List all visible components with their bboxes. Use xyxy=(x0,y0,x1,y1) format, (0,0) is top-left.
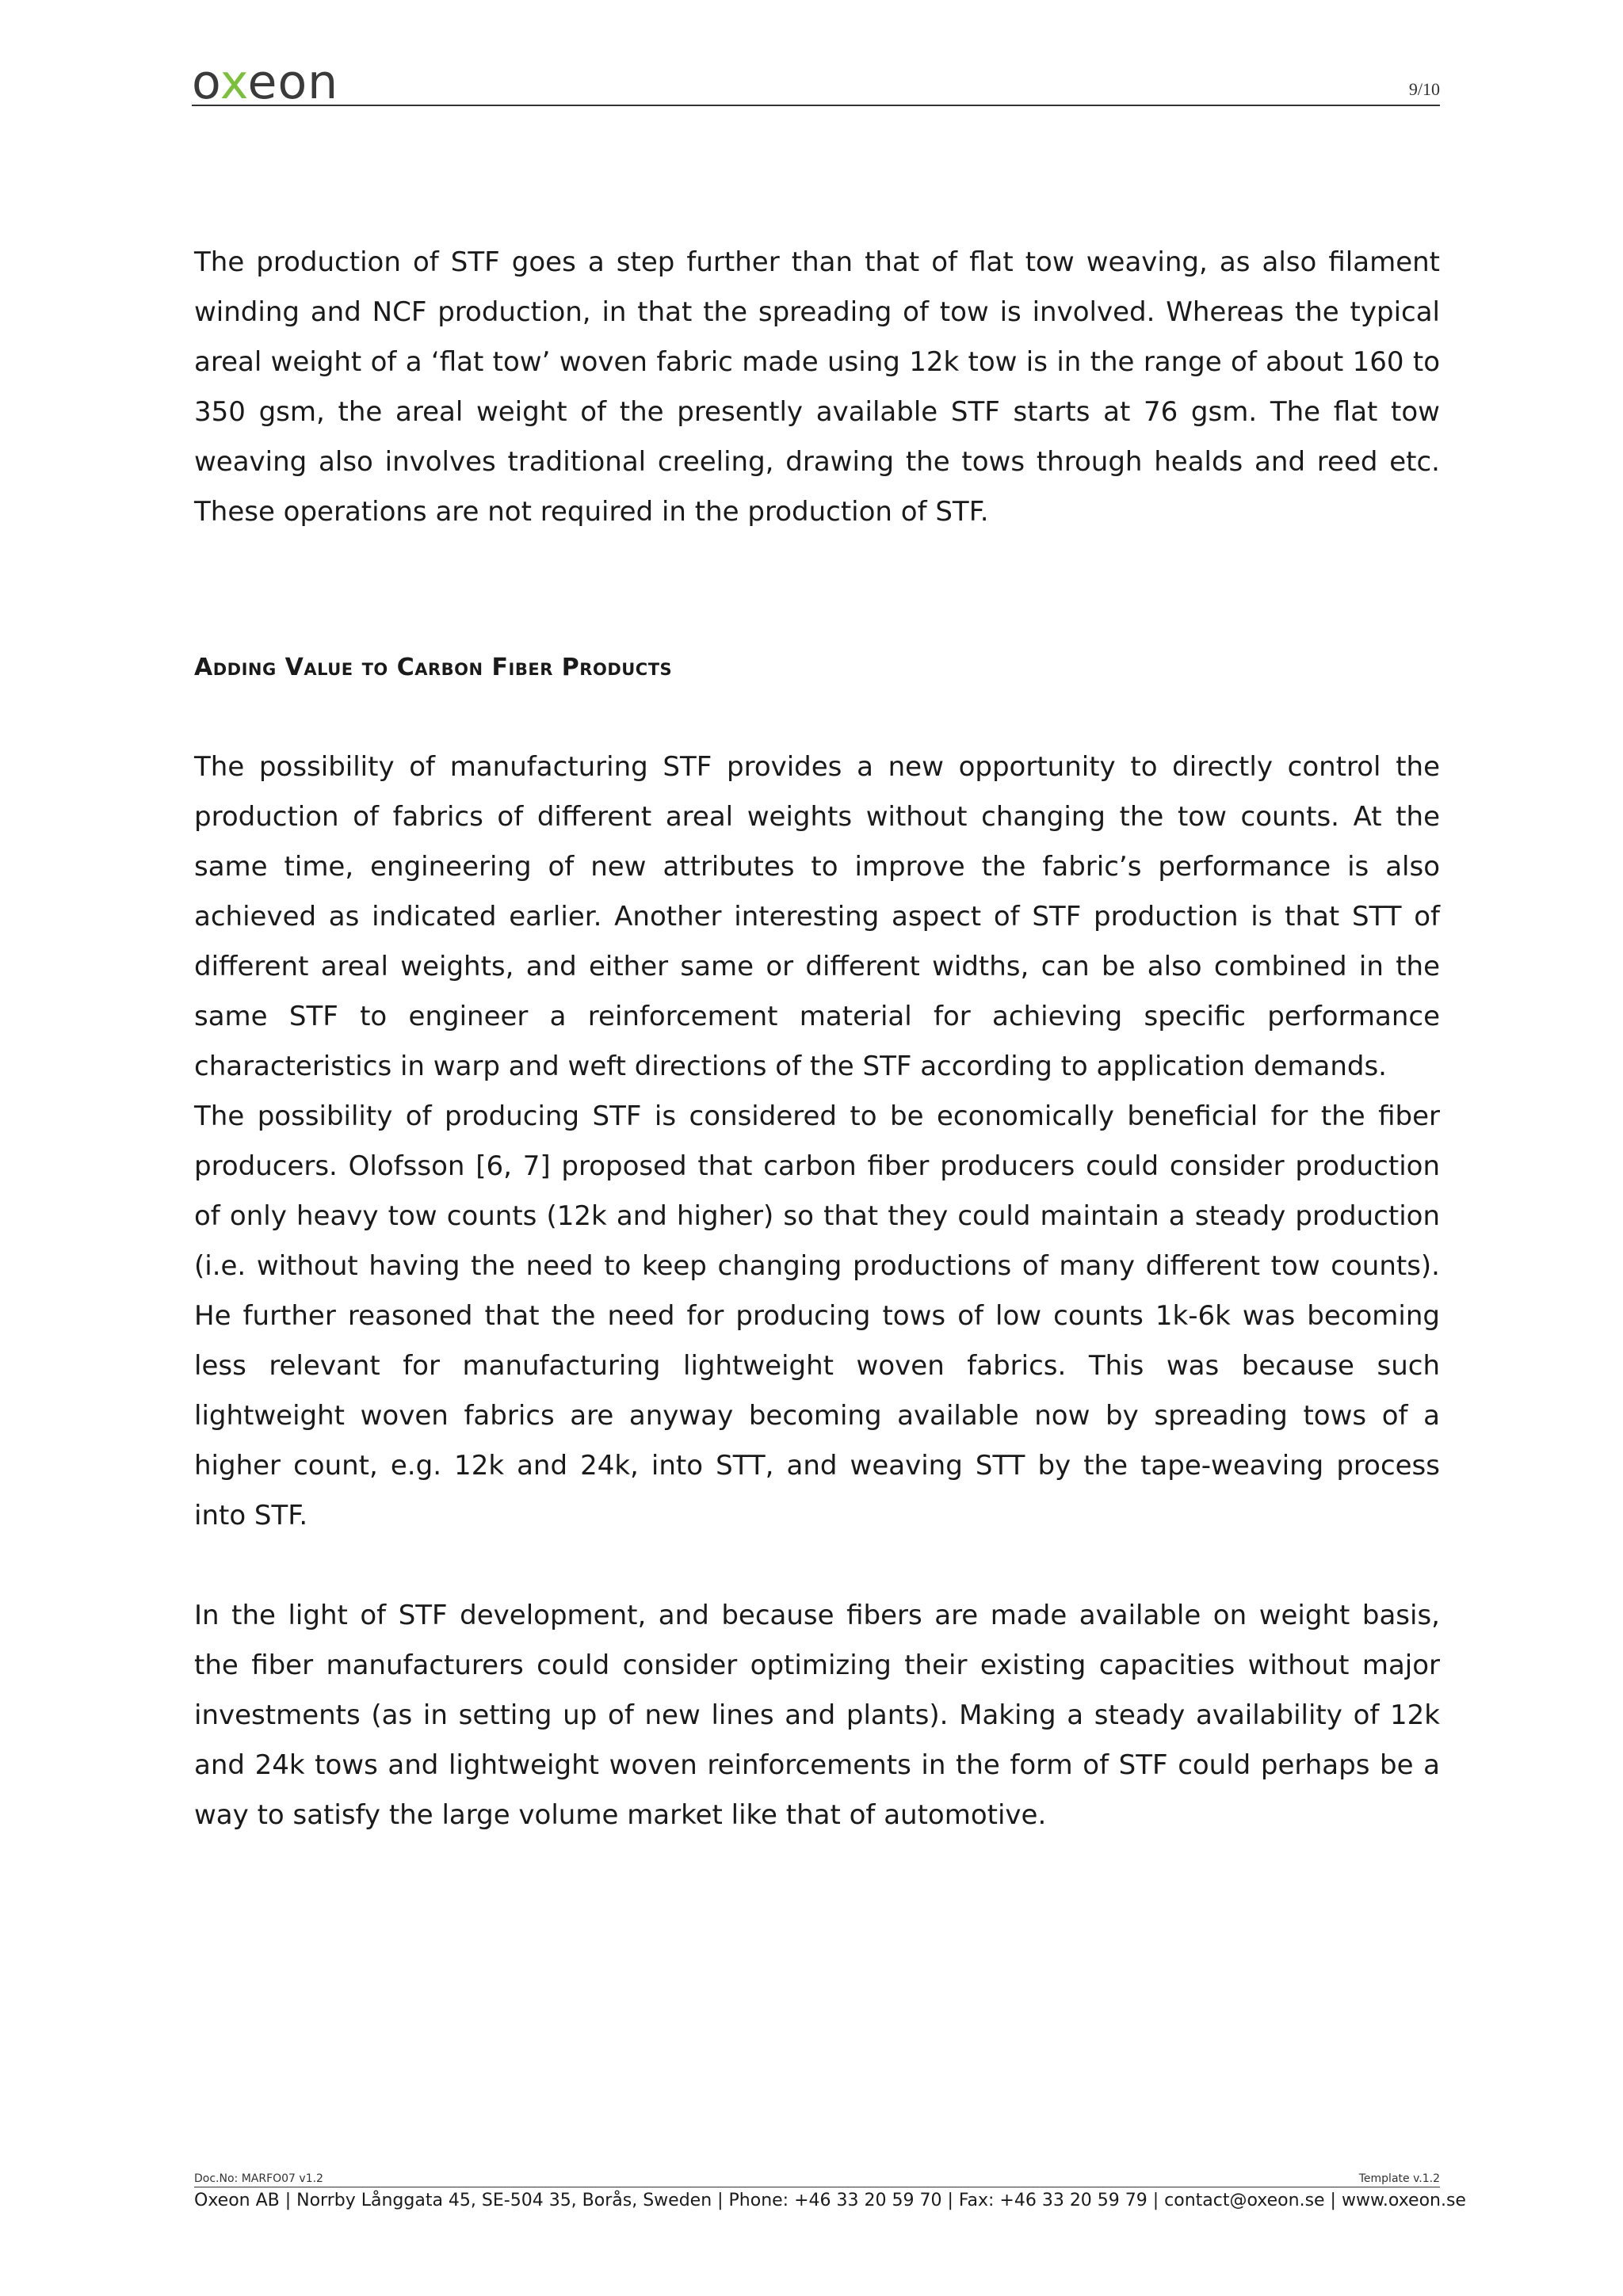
company-address: Oxeon AB | Norrby Långgata 45, SE-504 35, Borås, Sweden | Phone: +46 33 20 59 70 | Fax: +46 33 20 59 79 | contact@oxeon.se | www.oxeon.se xyxy=(194,2191,1466,2210)
logo-x: x xyxy=(220,55,248,110)
section-heading: Adding Value to Carbon Fiber Products xyxy=(194,654,673,681)
page-footer xyxy=(194,2169,1466,2210)
paragraph-economic-benefit: The possibility of producing STF is considered to be economically beneficial for the fiber producers. Olofsson [6, 7] proposed that carbon fiber producers could consider production of only heavy tow counts (12k and higher) so that they could maintain a steady production (i.e. without having the need to keep changing productions of many different tow counts). He further reasoned that the need for producing tows of low counts 1k-6k was becoming less relevant for manufacturing lightweight woven fabrics. This was because such lightweight woven fabrics are anyway becoming available now by spreading tows of a higher count, e.g. 12k and 24k, into STT, and weaving STT by the tape-weaving process into STF. xyxy=(194,1100,1440,1531)
doc-number: Doc.No: MARFO07 v1.2 xyxy=(194,2172,323,2185)
paragraph-stf-opportunity: The possibility of manufacturing STF provides a new opportunity to directly control the production of fabrics of different areal weights without changing the tow counts. At the same time, engineering of new attributes to improve the fabric’s performance is also achieved as indicated earlier. Another interesting aspect of STF production is that STT of different areal weights, and either same or different widths, can be also combined in the same STF to engineer a reinforcement material for achieving specific performance characteristics in warp and weft directions of the STF according to application demands. xyxy=(194,751,1440,1082)
logo-o: o xyxy=(192,55,220,110)
spacer xyxy=(194,692,1440,742)
paragraph-fiber-manufacturers: In the light of STF development, and because fibers are made available on weight basis, the fiber manufacturers could consider optimizing their existing capacities without major investments (as in setting up of new lines and plants). Making a steady availability of 12k and 24k tows and lightweight woven reinforcements in the form of STF could perhaps be a way to satisfy the large volume market like that of automotive. xyxy=(194,1600,1440,1831)
spacer xyxy=(194,537,1440,643)
logo-eon: eon xyxy=(247,55,339,110)
paragraph-stf-production: The production of STF goes a step further than that of flat tow weaving, as also filament winding and NCF production, in that the spreading of tow is involved. Whereas the typical areal weight of a ‘flat tow’ woven fabric made using 12k tow is in the range of about 160 to 350 gsm, the areal weight of the presently available STF starts at 76 gsm. The flat tow weaving also involves traditional creeling, drawing the tows through healds and reed etc. These operations are not required in the production of STF. xyxy=(194,246,1440,528)
page-header xyxy=(192,55,1440,110)
spacer xyxy=(194,1541,1440,1591)
footer-meta xyxy=(194,2169,1440,2187)
page-number: 9/10 xyxy=(1408,79,1440,99)
page-body xyxy=(194,238,1440,1840)
oxeon-logo xyxy=(192,55,339,110)
template-version: Template v.1.2 xyxy=(1358,2172,1440,2185)
